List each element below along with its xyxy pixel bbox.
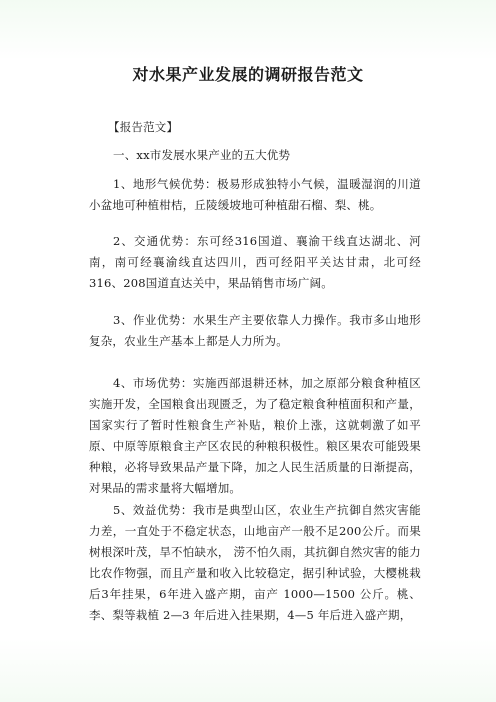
paragraph-terrain-climate: 1、地形气候优势：极易形成独特小气候，温暖湿润的川道小盆地可种植柑桔，丘陵缓坡地可种植甜石榴、梨、桃。 bbox=[89, 177, 421, 212]
paragraph-benefit: 5、效益优势：我市是典型山区，农业生产抗御自然灾害能力差，一直处于不稳定状态，山地亩产一般不足200公斤。而果树根深叶茂，旱不怕缺水， 涝不怕久雨，其抗御自然灾害的能力比农作物强，而且产量和收入比较稳定，据引种试验，大樱桃栽后3年挂果，6年进入盛产期，亩产 1000—1500 公斤。桃、李、梨等栽植 2—3 年后进入挂果期，4—5 年后进入盛产期， bbox=[89, 503, 421, 622]
section-heading: 一、xx市发展水果产业的五大优势 bbox=[113, 148, 291, 162]
paragraph-operation: 3、作业优势：水果生产主要依靠人力操作。我市多山地形复杂，农业生产基本上都是人力所为。 bbox=[89, 313, 421, 348]
paragraph-transport: 2、交通优势：东可经316国道、襄渝干线直达湖北、河南，南可经襄渝线直达四川，西可经阳平关达甘肃，北可经316、208国道直达关中，果品销售市场广阔。 bbox=[89, 234, 421, 290]
report-label: 【报告范文】 bbox=[108, 120, 179, 134]
document-title: 对水果产业发展的调研报告范文 bbox=[132, 65, 364, 84]
paragraph-market: 4、市场优势：实施西部退耕还林，加之原部分粮食种植区实施开发，全国粮食出现匮乏，为了稳定粮食种植面积和产量，国家实行了暂时性粮食生产补贴，粮价上涨，这就刺激了如平原、中原等原粮食主产区农民的种粮积极性。粮区果农可能毁果种粮，必将导致果品产量下降，加之人民生活质量的日渐提高，对果品的需求量将大幅增加。 bbox=[89, 376, 421, 495]
